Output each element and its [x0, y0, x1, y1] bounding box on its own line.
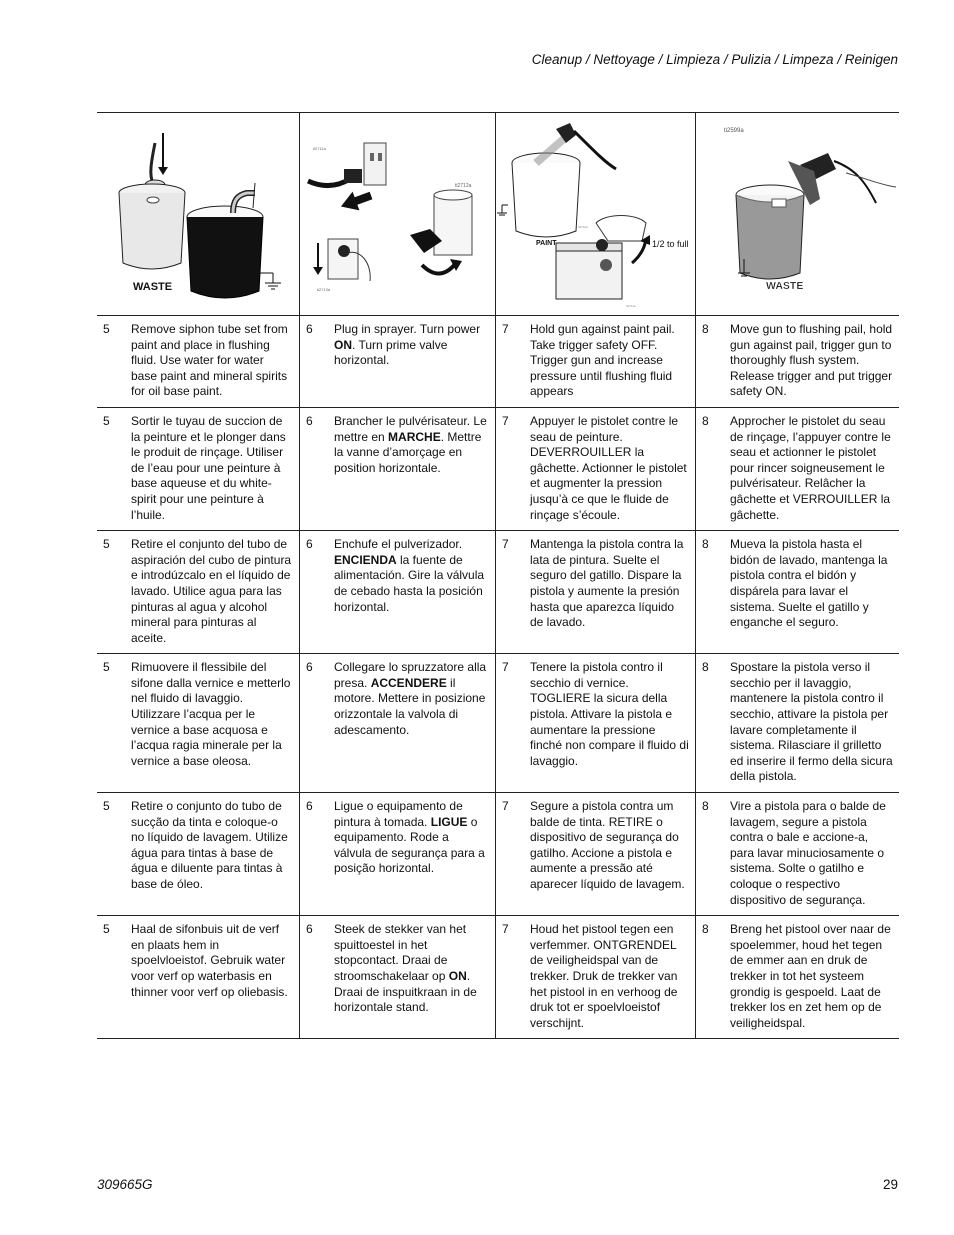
step-cell: [299, 916, 495, 1038]
step-cell: [97, 316, 299, 407]
step-text: Move gun to flushing pail, hold gun against pail, trigger gun to thoroughly flush system. Release trigger and put trigger safety ON.: [730, 322, 893, 399]
step-text: Retire o conjunto do tubo de sucção da tinta e coloque-o no líquido de lavagem. Utilize água para tintas à base de água e diluente para tintas à base de óleo.: [131, 799, 288, 891]
figure-plug-prime: [299, 113, 495, 315]
step-cell: [695, 531, 899, 653]
step-instruction: [730, 922, 893, 1031]
step-text: Mueva la pistola hasta el bidón de lavado, mantenga la pistola contra el bidón y dispárela para lavar el sistema. Suelte el gatillo y enganche el seguro.: [730, 537, 888, 630]
step-instruction: [530, 922, 689, 1031]
step-text: Sortir le tuyau de succion de la peinture et le plonger dans le produit de rinçage. Utiliser de l’eau pour une peinture à base aqueuse et du white-spirit pour une peinture à l’huile.: [131, 413, 286, 522]
ti2713a-label: ti2713a: [317, 287, 331, 292]
step-number: 7: [502, 922, 509, 937]
step-text: Segure a pistola contra um balde de tinta. RETIRE o dispositivo de segurança do gatilho. Accione a pistola e aumente a pressão até aparecer líquido de lavagem.: [530, 799, 685, 891]
step-instruction: [730, 322, 893, 400]
step-cell: [495, 531, 695, 653]
step-instruction: [131, 537, 293, 646]
step-cell: [495, 793, 695, 915]
step-instruction: [334, 660, 489, 785]
step-row-en: [97, 315, 899, 407]
step-text: o equipamento. Rode a válvula de segurança para a posição horizontal.: [334, 814, 485, 876]
step-text: Spostare la pistola verso il secchio per il lavaggio, mantenere la pistola contro il secchio, attivare la pistola per lavare completamente il sistema. Rilasciare il grilletto ed inserire il fermo della sicura della pistola.: [730, 660, 893, 784]
step-number: 6: [306, 660, 313, 675]
half-to-full-label: 1/2 to full: [652, 239, 689, 249]
step-number: 6: [306, 799, 313, 814]
step-text: Retire el conjunto del tubo de aspiración del cubo de pintura e introdúzcalo en el líquido de lavado. Utilice agua para las pinturas al agua y alcohol mineral para pinturas al aceite.: [131, 537, 292, 645]
step-instruction: [530, 799, 689, 908]
step-instruction: [730, 660, 893, 785]
step-text: Collegare lo spruzzatore alla presa.: [334, 660, 487, 690]
step-emphasis: ACCENDERE: [370, 675, 447, 690]
cleanup-steps-table: [97, 112, 899, 1039]
figure-siphon-tube: [97, 113, 299, 315]
step-number: 7: [502, 413, 509, 428]
step-number: 5: [103, 799, 110, 814]
step-number: 8: [702, 799, 709, 814]
step-text: Approcher le pistolet du seau de rinçage, l’appuyer contre le seau et actionner le pistolet pour rincer soigneusement le pulvérisateur. Relâcher la gâchette et VERROUILLER la gâchette.: [730, 413, 891, 522]
step-instruction: [334, 322, 489, 400]
step-instruction: [131, 414, 293, 523]
step-emphasis: ON: [334, 337, 352, 352]
plug-and-prime-valve-icon: [300, 113, 496, 315]
step-number: 5: [103, 537, 110, 552]
step-text: il motore. Mettere in posizione orizzontale la valvola di adescamento.: [334, 675, 486, 737]
step-number: 7: [502, 322, 509, 336]
step-emphasis: ENCIENDA: [334, 552, 397, 567]
step-text: Hold gun against paint pail. Take trigger safety OFF. Trigger gun and increase pressure until flushing fluid appears: [530, 322, 675, 399]
ti2711a-label: ti2711a: [300, 113, 304, 114]
step-cell: [299, 408, 495, 530]
step-cell: [695, 654, 899, 792]
step-instruction: [334, 414, 489, 523]
gun-against-waste-pail-icon: [696, 113, 900, 315]
step-instruction: [530, 322, 689, 400]
step-instruction: [730, 799, 893, 908]
step-text: la fuente de alimentación. Gire la válvula de cebado hasta la posición horizontal.: [334, 552, 485, 614]
step-text: Steek de stekker van het spuittoestel in het stopcontact. Draai de stroomschakelaar op: [334, 922, 467, 983]
step-number: 7: [502, 799, 509, 814]
step-instruction: [730, 414, 893, 523]
waste-label-fig4: WASTE: [766, 280, 804, 292]
step-instruction: [334, 799, 489, 908]
step-instruction: [334, 922, 489, 1031]
step-number: 6: [306, 537, 313, 552]
step-number: 8: [702, 922, 709, 937]
step-cell: [695, 316, 899, 407]
step-row-nl: [97, 915, 899, 1039]
page-header-title: Cleanup / Nettoyage / Limpieza / Pulizia / Limpeza / Reinigen: [531, 52, 898, 67]
step-cell: [695, 793, 899, 915]
step-number: 5: [103, 922, 110, 937]
step-emphasis: MARCHE: [388, 429, 441, 444]
svg-text:ti2711a: ti2711a: [313, 146, 326, 151]
gun-against-paint-pail-icon: [496, 113, 696, 315]
step-instruction: [334, 537, 489, 646]
step-number: 8: [702, 413, 709, 428]
step-cell: [299, 316, 495, 407]
ti2711a-fig3-label: ti2711a: [626, 304, 636, 308]
step-instruction: [730, 537, 893, 646]
step-instruction: [131, 660, 293, 785]
step-row-it: [97, 653, 899, 792]
step-text: . Draai de inspuitkraan in de horizontale stand.: [334, 968, 477, 1015]
step-number: 7: [502, 537, 509, 552]
step-number: 5: [103, 413, 110, 428]
ti2710a-label: ti2710a: [578, 225, 588, 229]
step-row-pt: [97, 792, 899, 915]
step-instruction: [530, 414, 689, 523]
ti2712a-label: ti2712a: [455, 183, 472, 189]
step-cell: [97, 916, 299, 1038]
step-text: Vire a pistola para o balde de lavagem, segure a pistola contra o bale e accione-a, para lavar minuciosamente o sistema. Solte o gatilho e coloque o respectivo dispositivo de segurança.: [730, 799, 886, 907]
step-number: 8: [702, 537, 709, 552]
step-text: Haal de sifonbuis uit de verf en plaats hem in spoelvloeistof. Gebruik water voor verf op waterbasis en thinner voor verf op oliebasis.: [131, 922, 288, 999]
step-number: 7: [502, 660, 509, 675]
step-cell: [299, 793, 495, 915]
step-text: Enchufe el pulverizador.: [334, 537, 463, 552]
step-text: Rimuovere il flessibile del sifone dalla vernice e metterlo nel fluido di lavaggio. Utilizzare l’acqua per le vernice a base acquosa e l’acqua ragia minerale per la vernice a base oleosa.: [131, 660, 291, 768]
figure-gun-paint-pail: [495, 113, 695, 315]
step-number: 6: [306, 922, 313, 937]
ti2599a-label: ti2599a: [724, 128, 744, 134]
step-emphasis: ON: [448, 968, 467, 983]
paint-label: PAINT: [536, 240, 557, 247]
step-row-es: [97, 530, 899, 653]
step-cell: [97, 654, 299, 792]
page-number: 29: [882, 1177, 898, 1192]
step-cell: [695, 408, 899, 530]
step-text: Breng het pistool over naar de spoelemmer, houd het tegen de emmer aan en druk de trekker in tot het systeem grondig is gespoeld. Laat de trekker los en zet hem op de veiligheidspal.: [730, 922, 891, 1030]
step-instruction: [530, 537, 689, 646]
step-cell: [299, 654, 495, 792]
step-number: 5: [103, 660, 110, 675]
step-cell: [97, 408, 299, 530]
illustration-row: [97, 113, 899, 315]
step-instruction: [131, 922, 293, 1031]
step-number: 8: [702, 660, 709, 675]
step-cell: [97, 531, 299, 653]
step-cell: [495, 408, 695, 530]
document-number: 309665G: [97, 1177, 153, 1192]
step-text: Plug in sprayer. Turn power: [334, 322, 481, 336]
step-text: Houd het pistool tegen een verfemmer. ONTGRENDEL de veiligheidspal van de trekker. Druk de trekker van het pistool in en verhoog de druk tot er spoelvloeistof verschijnt.: [530, 922, 678, 1030]
step-row-fr: [97, 407, 899, 530]
siphon-tube-buckets-icon: [97, 113, 299, 315]
figure-gun-waste-pail: [695, 113, 899, 315]
step-instruction: [530, 660, 689, 785]
step-cell: [495, 316, 695, 407]
step-text: . Turn prime valve horizontal.: [334, 337, 448, 368]
step-text: Remove siphon tube set from paint and place in flushing fluid. Use water for water base paint and mineral spirits for oil base paint.: [131, 322, 288, 399]
step-text: Appuyer le pistolet contre le seau de peinture. DEVERROUILLER la gâchette. Actionner le pistolet et augmenter la pression jusqu’à ce que le fluide de rinçage s’écoule.: [530, 413, 687, 522]
waste-label: WASTE: [133, 281, 173, 293]
step-cell: [495, 654, 695, 792]
step-instruction: [131, 322, 293, 400]
step-emphasis: LIGUE: [430, 814, 468, 829]
step-cell: [695, 916, 899, 1038]
step-cell: [299, 531, 495, 653]
step-cell: [495, 916, 695, 1038]
step-text: Ligue o equipamento de pintura à tomada.: [334, 799, 463, 829]
step-text: Brancher le pulvérisateur. Le mettre en: [334, 413, 487, 444]
step-text: Mantenga la pistola contra la lata de pintura. Suelte el seguro del gatillo. Dispare la pistola y aumente la presión hasta que aparezca líquido de lavado.: [530, 537, 684, 630]
step-number: 6: [306, 322, 313, 336]
step-number: 6: [306, 413, 313, 428]
step-text: . Mettre la vanne d’amorçage en position horizontale.: [334, 429, 482, 475]
step-instruction: [131, 799, 293, 908]
step-text: Tenere la pistola contro il secchio di vernice. TOGLIERE la sicura della pistola. Attivare la pistola e aumentare la pressione finché non compare il fluido di lavaggio.: [530, 660, 689, 768]
step-number: 5: [103, 322, 110, 336]
step-cell: [97, 793, 299, 915]
step-number: 8: [702, 322, 709, 336]
